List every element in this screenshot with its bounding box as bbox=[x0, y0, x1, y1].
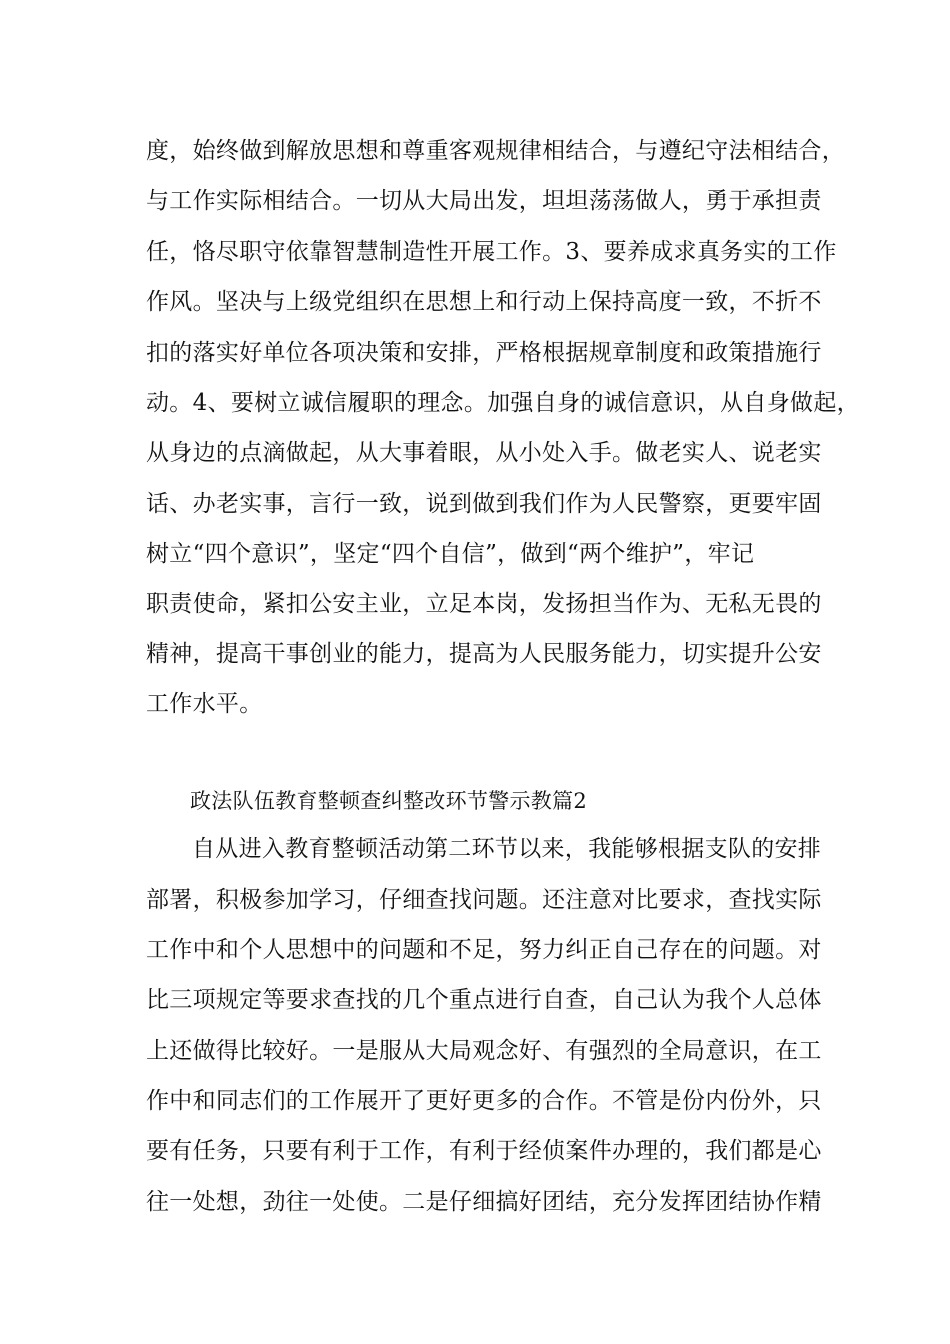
paragraph-2-line-6: 作中和同志们的工作展开了更好更多的合作。不管是份内份外，只 bbox=[146, 1088, 822, 1114]
paragraph-1-line-11: 精神，提高干事创业的能力，提高为人民服务能力，切实提升公安 bbox=[146, 641, 822, 667]
paragraph-1-line-3: 任，恪尽职守依靠智慧制造性开展工作。3、要养成求真务实的工作 bbox=[146, 239, 837, 265]
paragraph-2-line-7: 要有任务，只要有利于工作，有利于经侦案件办理的，我们都是心 bbox=[146, 1138, 822, 1164]
section-title: 政法队伍教育整顿查纠整改环节警示教篇2 bbox=[190, 789, 588, 813]
paragraph-1-line-9: 树立“四个意识”，坚定“四个自信”，做到“两个维护”，牢记 bbox=[146, 541, 755, 567]
paragraph-1-line-1: 度，始终做到解放思想和尊重客观规律相结合，与遵纪守法相结合， bbox=[146, 138, 845, 164]
paragraph-2-line-4: 比三项规定等要求查找的几个重点进行自查，自己认为我个人总体 bbox=[146, 987, 822, 1013]
paragraph-1-line-7: 从身边的点滴做起，从大事着眼，从小处入手。做老实人、说老实 bbox=[146, 440, 822, 466]
paragraph-2-line-8: 往一处想，劲往一处使。二是仔细搞好团结，充分发挥团结协作精 bbox=[146, 1189, 822, 1215]
paragraph-2-line-1: 自从进入教育整顿活动第二环节以来，我能够根据支队的安排 bbox=[192, 836, 822, 862]
paragraph-1-line-12: 工作水平。 bbox=[146, 691, 263, 717]
paragraph-1-line-2: 与工作实际相结合。一切从大局出发，坦坦荡荡做人，勇于承担责 bbox=[146, 188, 822, 214]
paragraph-1-line-5: 扣的落实好单位各项决策和安排，严格根据规章制度和政策措施行 bbox=[146, 340, 822, 366]
paragraph-1-line-6: 动。4、要树立诚信履职的理念。加强自身的诚信意识，从自身做起， bbox=[146, 390, 860, 416]
paragraph-1-line-4: 作风。坚决与上级党组织在思想上和行动上保持高度一致，不折不 bbox=[146, 289, 822, 315]
paragraph-1-line-10: 职责使命，紧扣公安主业，立足本岗，发扬担当作为、无私无畏的 bbox=[146, 591, 822, 617]
paragraph-1-line-8: 话、办老实事，言行一致，说到做到我们作为人民警察，更要牢固 bbox=[146, 491, 822, 517]
paragraph-2-line-2: 部署，积极参加学习，仔细查找问题。还注意对比要求，查找实际 bbox=[146, 887, 822, 913]
paragraph-2-line-3: 工作中和个人思想中的问题和不足，努力纠正自己存在的问题。对 bbox=[146, 937, 822, 963]
paragraph-2-line-5: 上还做得比较好。一是服从大局观念好、有强烈的全局意识，在工 bbox=[146, 1038, 822, 1064]
